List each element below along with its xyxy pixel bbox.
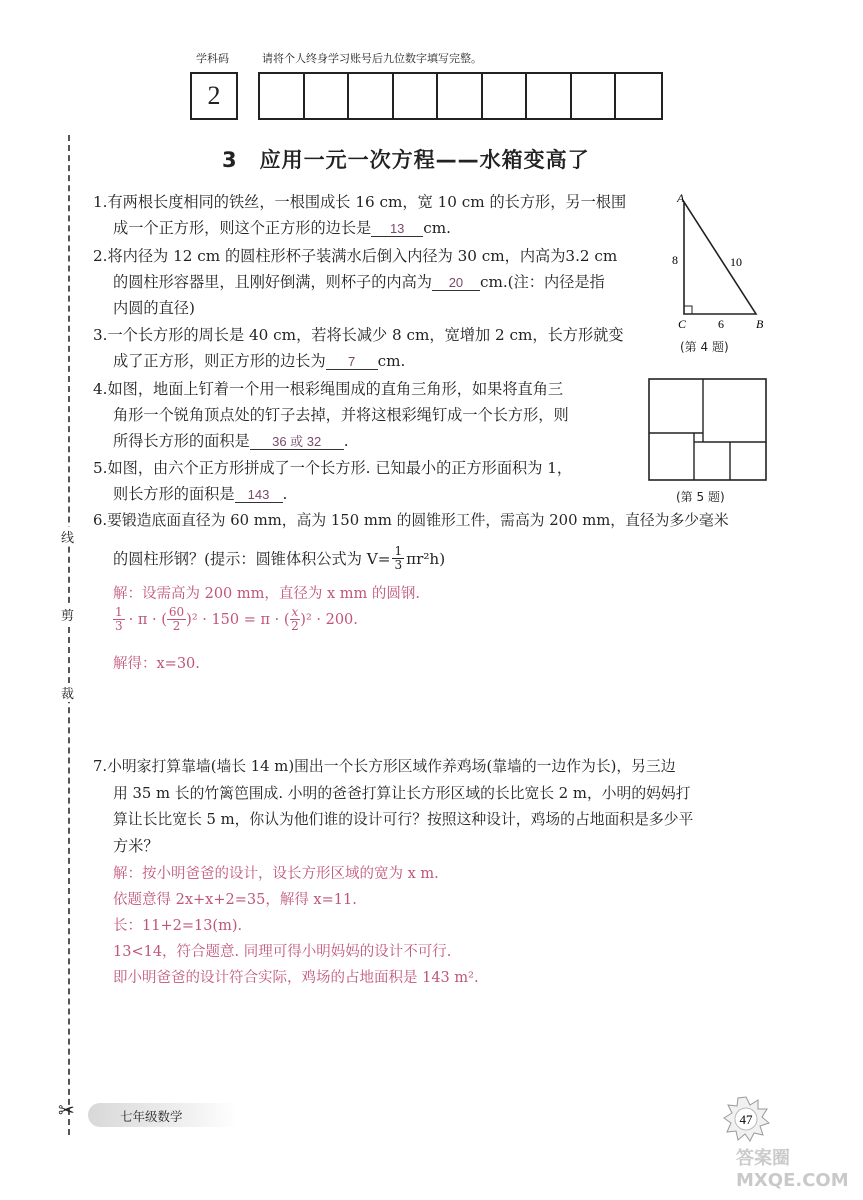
figure-5-caption: (第 5 题): [676, 490, 725, 504]
vertex-a-label: A: [677, 191, 685, 205]
side-cb-label: 6: [718, 317, 724, 331]
p4-line2: 角形一个锐角顶点处的钉子去掉，并将这根彩绳钉成一个长方形，则: [113, 406, 569, 424]
p5-line2: [113, 484, 287, 504]
watermark: 答案圈 MXQE.COM: [736, 1148, 849, 1191]
p4-text: 所得长方形的面积是: [113, 432, 250, 450]
p6-solution-2: [113, 606, 358, 633]
p7-line1: 7.小明家打算靠墙(墙长 14 m)围出一个长方形区域作养鸡场(靠墙的一边作为长)，另三边: [93, 758, 676, 775]
p2-text: 的圆柱形容器里，且刚好倒满，则杯子的内高为: [113, 273, 432, 291]
p3-line1: 3.一个长方形的周长是 40 cm，若将长减少 8 cm，宽增加 2 cm，长方形就变: [93, 326, 624, 344]
p6-sol-text-i: )² · 200.: [300, 611, 358, 628]
p3-answer: 7: [326, 354, 378, 370]
p2-unit: cm.(注：内径是指: [479, 273, 605, 291]
p4-period: .: [343, 432, 349, 450]
p6-line1: 6.要锻造底面直径为 60 mm，高为 150 mm 的圆锥形工件，需高为 200 mm，直径为多少毫米: [93, 512, 729, 529]
p3-text: 成了正方形，则正方形的边长为: [113, 352, 326, 370]
p6-solution-1: 解：设需高为 200 mm，直径为 x mm 的圆钢.: [113, 586, 421, 602]
p6-fraction: [392, 545, 404, 572]
digit-cell[interactable]: [483, 74, 528, 118]
p4-line1: 4.如图，地面上钉着一个用一根彩绳围成的直角三角形，如果将直角三: [93, 380, 564, 398]
cut-label-xian: 线: [61, 527, 74, 546]
side-ab-label: 10: [730, 255, 742, 269]
digit-cell[interactable]: [305, 74, 350, 118]
digit-cell[interactable]: [349, 74, 394, 118]
subject-code-label: 学科码: [196, 52, 229, 65]
p7-solution-1: 解：按小明爸爸的设计，设长方形区域的宽为 x m.: [113, 866, 439, 882]
p1-line2: [113, 218, 451, 238]
triangle-shape: [684, 202, 756, 314]
p6-frac-den: 3: [394, 558, 403, 572]
scissors-icon: ✂: [58, 1098, 75, 1122]
page-number-badge: [722, 1095, 770, 1143]
p6-sol-text-c: · π · (: [128, 611, 167, 628]
p4-line3: [113, 431, 349, 451]
p6-text: 的圆柱形钢？(提示：圆锥体积公式为 V=: [113, 549, 391, 568]
p6-frac-num: 1: [394, 544, 403, 558]
p5-period: .: [282, 485, 288, 503]
account-digit-boxes[interactable]: [258, 72, 663, 120]
p5-text: 则长方形的面积是: [113, 485, 235, 503]
p6-sol-frac-2: [167, 606, 186, 633]
page-title: 3 应用一元一次方程——水箱变高了: [222, 148, 590, 172]
outer-rectangle: [649, 379, 766, 480]
cut-label-jian: 剪: [61, 605, 74, 624]
p6-sol-frac-den: 3: [115, 619, 123, 633]
digit-cell[interactable]: [438, 74, 483, 118]
cut-line: [68, 135, 70, 1135]
digit-cell[interactable]: [394, 74, 439, 118]
subject-code-box: 2: [190, 72, 238, 120]
right-angle-mark: [684, 306, 692, 314]
p1-unit: cm.: [423, 219, 451, 237]
figure-4-caption: (第 4 题): [680, 340, 729, 354]
digit-cell[interactable]: [572, 74, 617, 118]
p6-sol-frac3-den: 2: [291, 619, 299, 633]
p6-sol-text-f: )² · 150 = π · (: [186, 611, 290, 628]
footer-book-label: 七年级数学: [120, 1109, 183, 1124]
digit-cell[interactable]: [616, 74, 661, 118]
digit-cell[interactable]: [527, 74, 572, 118]
p3-unit: cm.: [377, 352, 406, 370]
p6-sol-frac-num: 1: [115, 605, 123, 619]
p4-answer: 36 或 32: [250, 434, 344, 450]
figure-5-squares: [648, 378, 768, 482]
p7-line2: 用 35 m 长的竹篱笆围成. 小明的爸爸打算让长方形区域的长比宽长 2 m，小明的妈妈打: [113, 785, 691, 802]
p2-line1: 2.将内径为 12 cm 的圆柱形杯子装满水后倒入内径为 30 cm，内高为3.2 cm: [93, 247, 618, 265]
page-number: 47: [739, 1112, 753, 1127]
p7-line3: 算让长比宽长 5 m，你认为他们谁的设计可行？按照这种设计，鸡场的占地面积是多少平: [113, 811, 694, 828]
account-instruction: 请将个人终身学习账号后九位数字填写完整。: [262, 52, 482, 65]
p1-answer: 13: [371, 221, 423, 237]
p2-answer: 20: [432, 275, 480, 291]
p6-sol-frac2-num: 60: [168, 605, 185, 619]
p5-answer: 143: [235, 487, 283, 503]
p6-sol-frac-3: [290, 606, 301, 633]
p6-solution-3: 解得：x=30.: [113, 656, 200, 672]
p7-line4: 方米？: [113, 837, 159, 855]
p7-solution-5: 即小明爸爸的设计符合实际，鸡场的占地面积是 143 m².: [113, 970, 479, 986]
p6-sol-frac2-den: 2: [172, 619, 181, 633]
p6-sol-frac: [113, 606, 125, 633]
p3-line2: [113, 351, 405, 371]
p1-line1: 1.有两根长度相同的铁丝，一根围成长 16 cm，宽 10 cm 的长方形，另一根围: [93, 193, 627, 211]
side-ac-label: 8: [672, 253, 678, 267]
p2-line3: 内圆的直径): [113, 299, 195, 317]
p7-solution-3: 长：11+2=13(m).: [113, 918, 243, 934]
digit-cell[interactable]: [260, 74, 305, 118]
p2-line2: [113, 272, 605, 292]
p7-solution-4: 13<14，符合题意. 同理可得小明妈妈的设计不可行.: [113, 944, 452, 960]
p7-solution-2: 依题意得 2x+x+2=35，解得 x=11.: [113, 892, 357, 908]
cut-label-cai: 裁: [61, 683, 74, 702]
p5-line1: 5.如图，由六个正方形拼成了一个长方形. 已知最小的正方形面积为 1，: [93, 459, 573, 477]
p6-formula-tail: πr²h): [406, 549, 446, 568]
vertex-b-label: B: [756, 317, 764, 331]
figure-4-right-triangle: [668, 190, 778, 335]
vertex-c-label: C: [678, 317, 687, 331]
p6-sol-frac3-num: x: [291, 605, 299, 619]
p6-line2: [113, 545, 445, 572]
p1-text: 成一个正方形，则这个正方形的边长是: [113, 219, 372, 237]
